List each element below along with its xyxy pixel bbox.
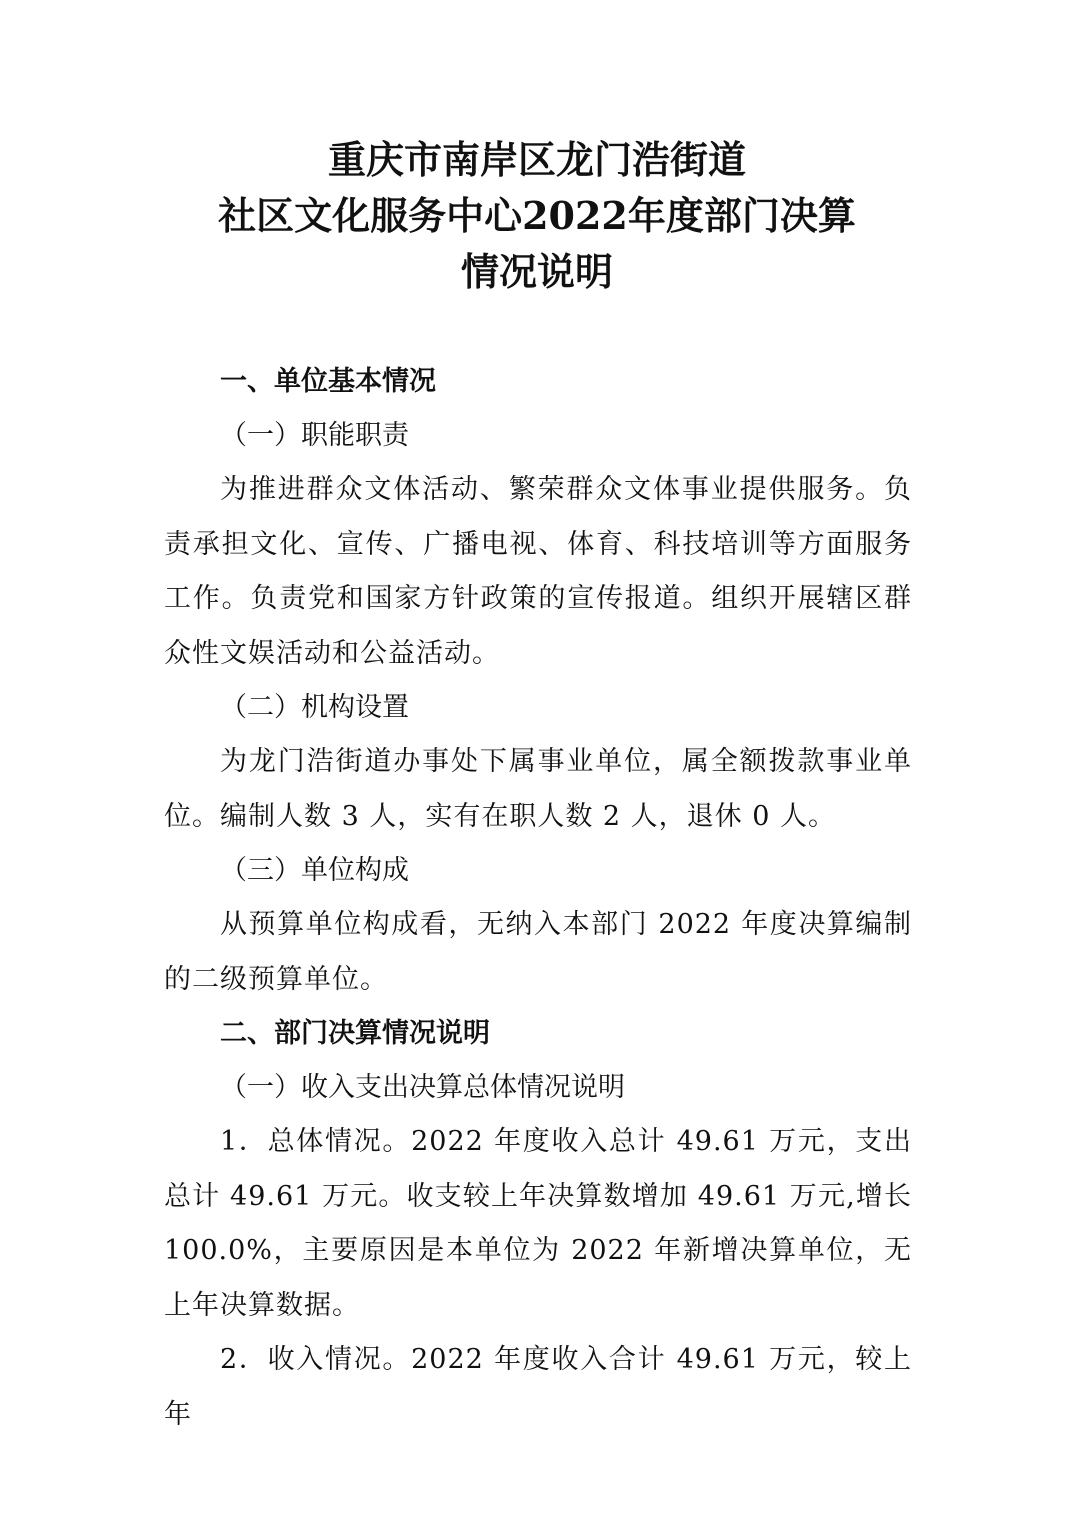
document-title	[0, 132, 1074, 300]
title-line-3: 情况说明	[460, 249, 613, 294]
subsection-heading-functions: （一）职能职责	[220, 420, 409, 451]
section-heading-1: 一、单位基本情况	[220, 366, 436, 397]
paragraph-income: 2．收入情况。2022 年度收入合计 49.61 万元，较上年	[164, 1344, 912, 1430]
subsection-heading-composition: （三）单位构成	[220, 855, 409, 886]
paragraph-overall: 1．总体情况。2022 年度收入总计 49.61 万元，支出总计 49.61 万元。收支较上年决算数增加 49.61 万元,增长100.0%，主要原因是本单位为 2022 年新增决算单位，无上年决算数据。	[164, 1126, 912, 1321]
subsection-heading-overview: （一）收入支出决算总体情况说明	[220, 1072, 625, 1103]
paragraph-functions: 为推进群众文体活动、繁荣群众文体事业提供服务。负责承担文化、宣传、广播电视、体育、科技培训等方面服务工作。负责党和国家方针政策的宣传报道。组织开展辖区群众性文娱活动和公益活动。	[164, 474, 912, 669]
title-line-2: 社区文化服务中心2022年度部门决算	[218, 193, 856, 238]
paragraph-composition: 从预算单位构成看，无纳入本部门 2022 年度决算编制的二级预算单位。	[164, 909, 912, 995]
paragraph-organization: 为龙门浩街道办事处下属事业单位，属全额拨款事业单位。编制人数 3 人，实有在职人数 2 人，退休 0 人。	[164, 746, 912, 832]
document-body	[164, 355, 912, 1442]
title-line-1: 重庆市南岸区龙门浩街道	[327, 137, 746, 182]
subsection-heading-organization: （二）机构设置	[220, 692, 409, 723]
section-heading-2: 二、部门决算情况说明	[220, 1018, 490, 1049]
